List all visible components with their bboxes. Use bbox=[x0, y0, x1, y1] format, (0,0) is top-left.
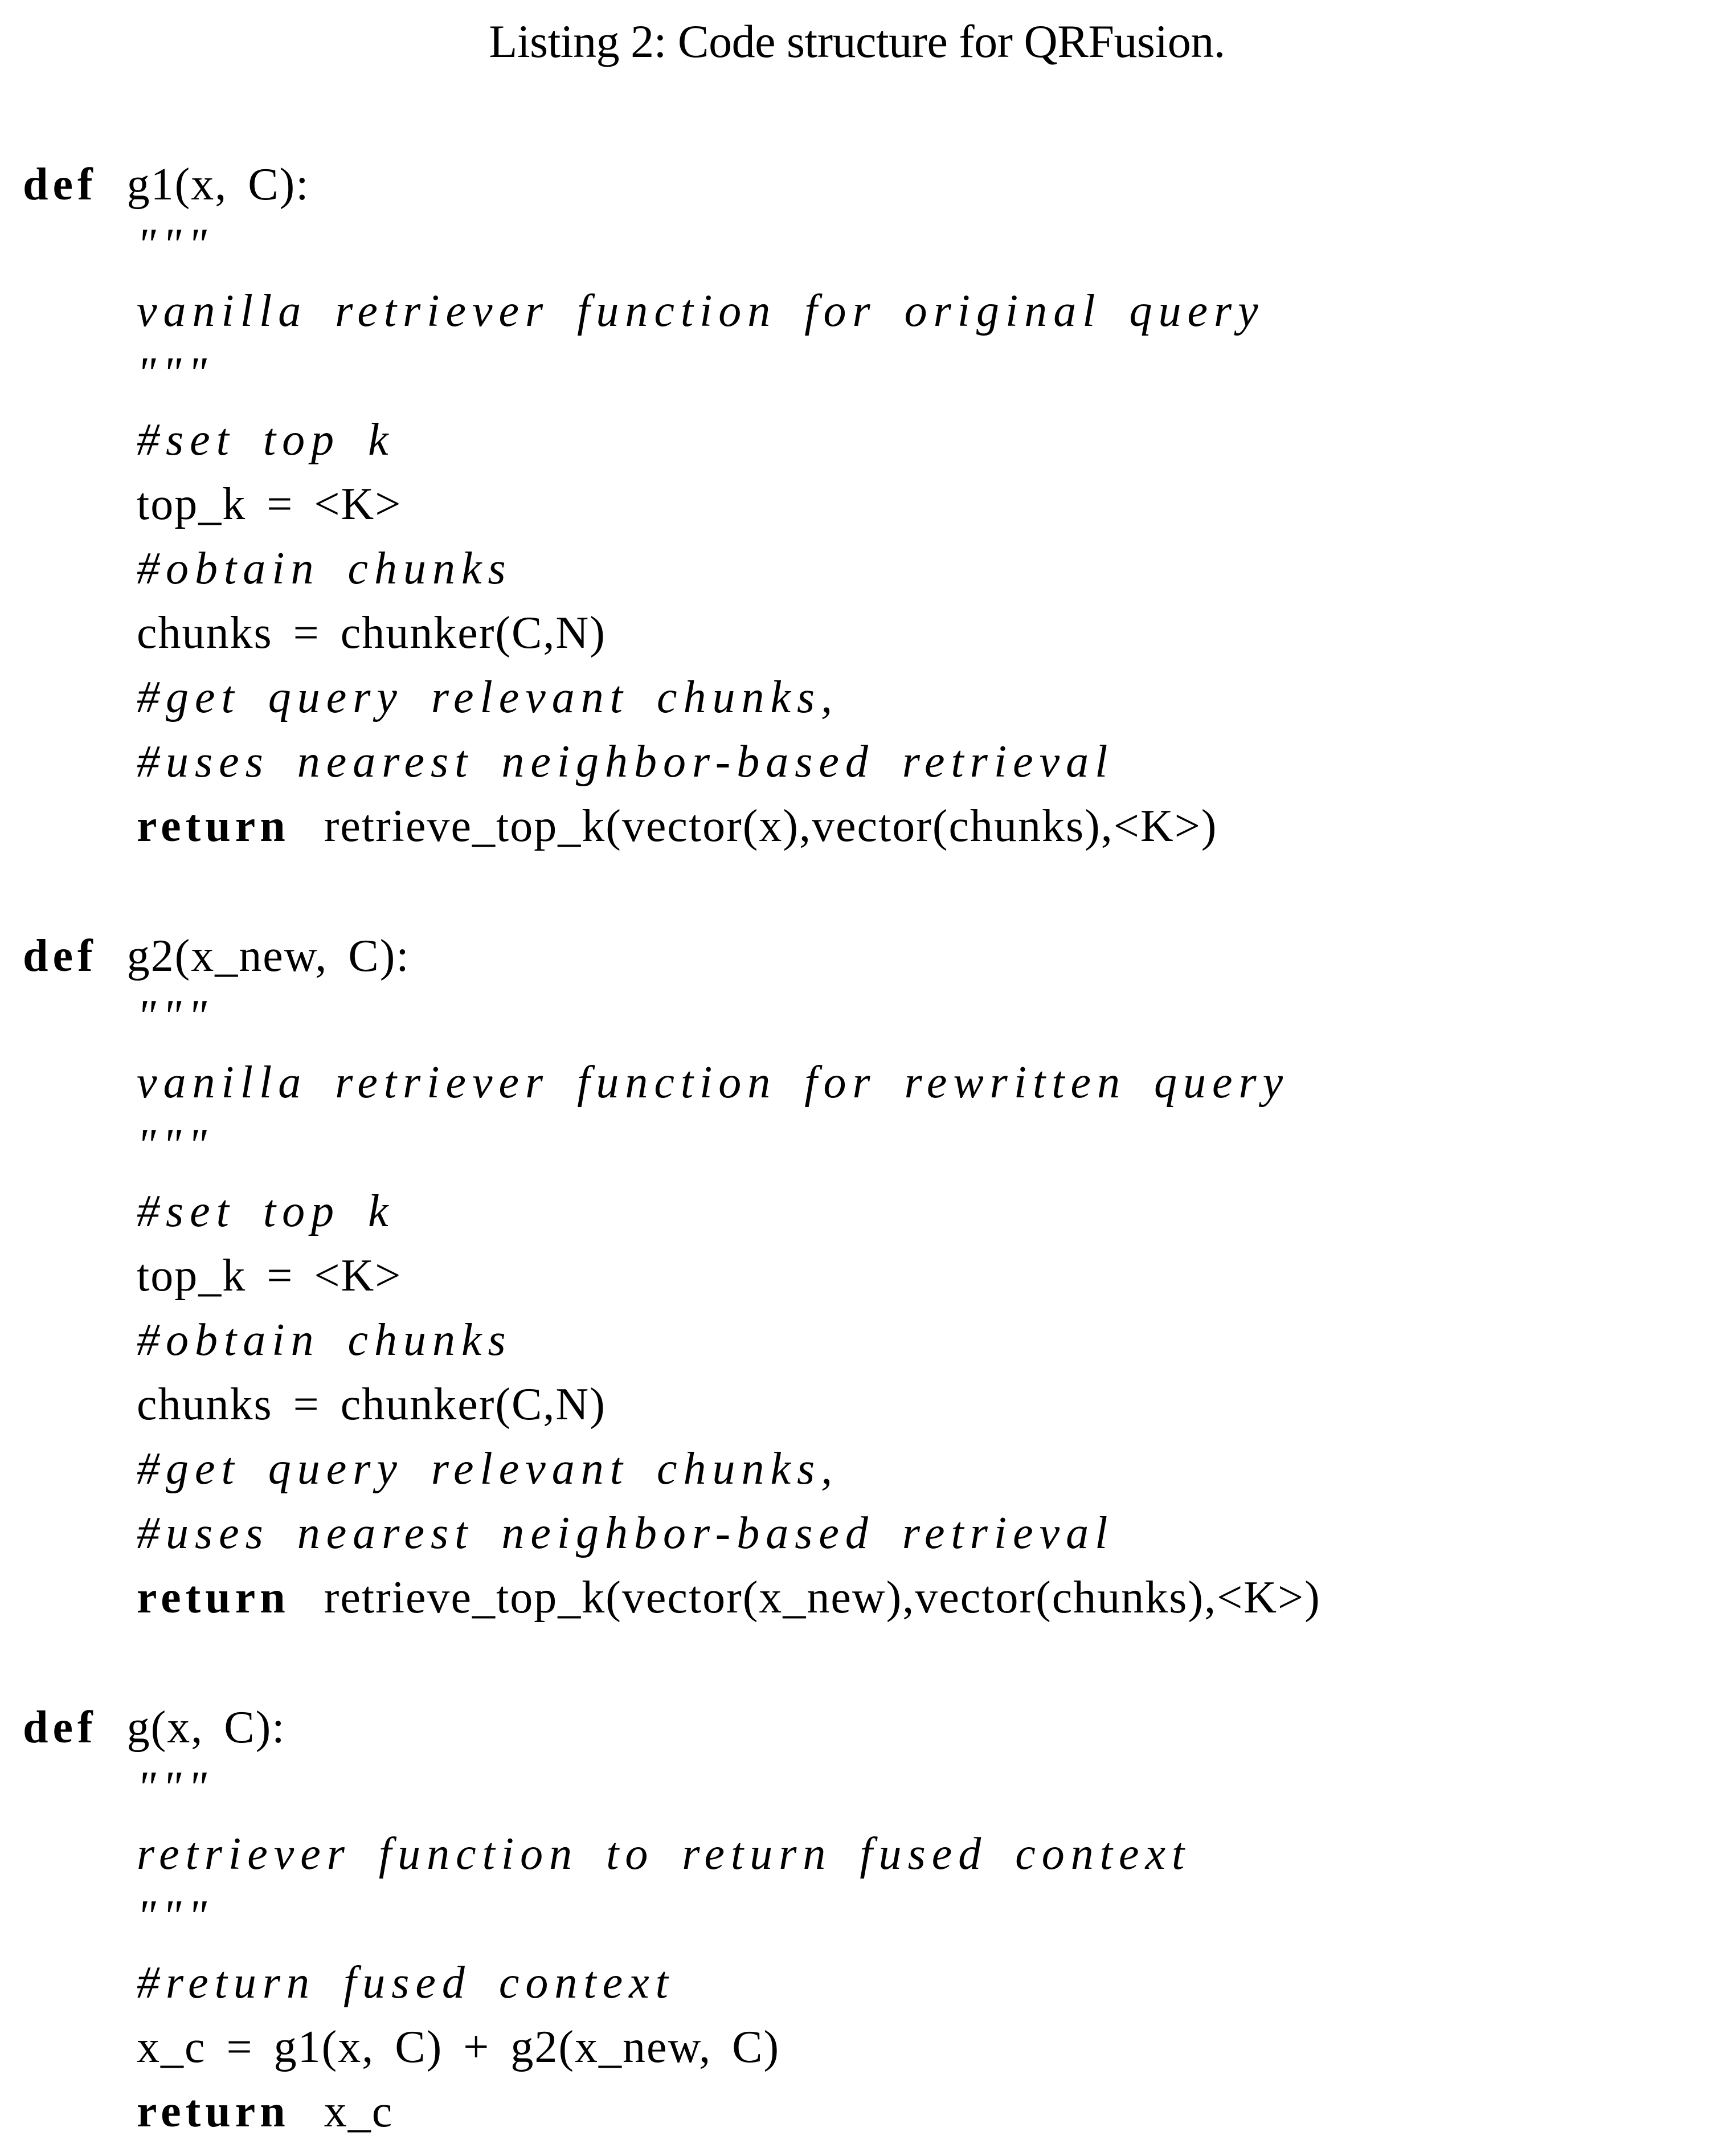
listing-caption: Listing 2: Code structure for QRFusion. bbox=[489, 15, 1225, 67]
docstring-text: retriever function to return fused context bbox=[137, 1829, 1191, 1879]
docstring-close: """ bbox=[137, 349, 213, 399]
return-line bbox=[137, 2080, 393, 2143]
code-line: chunks = chunker(C,N) bbox=[137, 1379, 606, 1430]
function-signature: g2(x_new, C): bbox=[126, 931, 410, 981]
comment-line: #get query relevant chunks, bbox=[137, 1444, 839, 1494]
comment-line: #get query relevant chunks, bbox=[137, 672, 839, 722]
comment-line: #uses nearest neighbor-based retrieval bbox=[137, 737, 1114, 787]
docstring-open: """ bbox=[137, 220, 213, 270]
return-expression: x_c bbox=[324, 2086, 394, 2137]
docstring-text: vanilla retriever function for original query bbox=[137, 286, 1265, 336]
comment-line: #obtain chunks bbox=[137, 1315, 512, 1365]
docstring-text: vanilla retriever function for rewritten query bbox=[137, 1057, 1290, 1108]
docstring-open: """ bbox=[137, 1763, 213, 1813]
def-keyword: def bbox=[23, 931, 97, 981]
return-keyword: return bbox=[137, 2086, 290, 2137]
docstring-close: """ bbox=[137, 1892, 213, 1942]
return-expression: retrieve_top_k(vector(x),vector(chunks),<K>) bbox=[324, 801, 1218, 851]
function-def-g2 bbox=[23, 924, 410, 988]
function-def-g bbox=[23, 1696, 286, 1759]
docstring-close: """ bbox=[137, 1120, 213, 1170]
def-keyword: def bbox=[23, 160, 97, 210]
return-expression: retrieve_top_k(vector(x_new),vector(chunks),<K>) bbox=[324, 1573, 1321, 1623]
code-line: chunks = chunker(C,N) bbox=[137, 608, 606, 658]
code-line: top_k = <K> bbox=[137, 479, 402, 529]
docstring-open: """ bbox=[137, 991, 213, 1042]
function-def-g1 bbox=[23, 153, 310, 217]
code-line: x_c = g1(x, C) + g2(x_new, C) bbox=[137, 2022, 780, 2072]
comment-line: #obtain chunks bbox=[137, 544, 512, 594]
comment-line: #set top k bbox=[137, 1186, 395, 1236]
function-signature: g1(x, C): bbox=[126, 160, 310, 210]
return-keyword: return bbox=[137, 801, 290, 851]
return-keyword: return bbox=[137, 1573, 290, 1623]
comment-line: #uses nearest neighbor-based retrieval bbox=[137, 1508, 1114, 1558]
return-line bbox=[137, 794, 1217, 858]
comment-line: #set top k bbox=[137, 415, 395, 465]
comment-line: #return fused context bbox=[137, 1958, 674, 2008]
return-line bbox=[137, 1566, 1321, 1630]
code-line: top_k = <K> bbox=[137, 1251, 402, 1301]
def-keyword: def bbox=[23, 1702, 97, 1753]
function-signature: g(x, C): bbox=[126, 1702, 286, 1753]
